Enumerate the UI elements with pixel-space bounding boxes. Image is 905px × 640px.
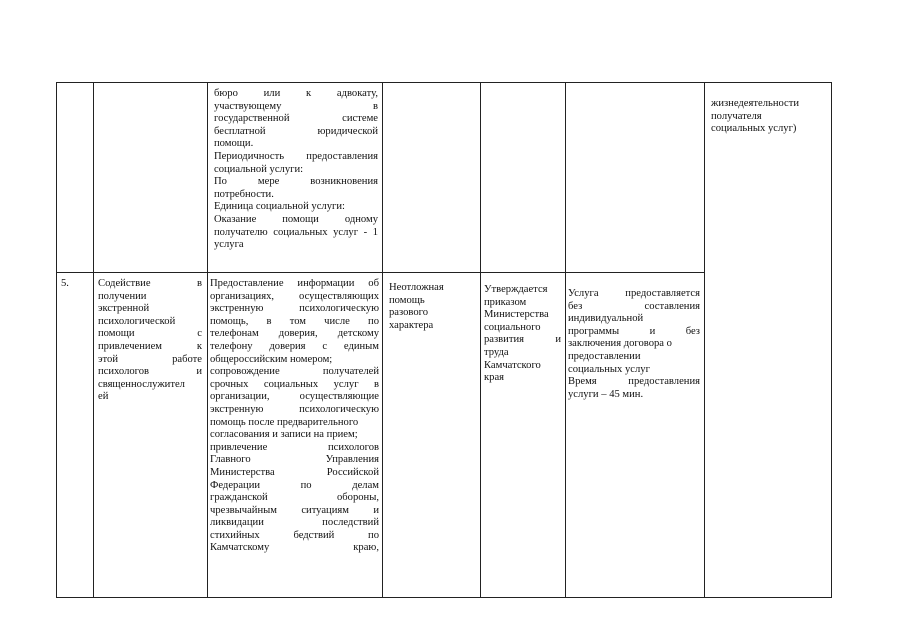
text-line: Министерства: [484, 309, 549, 321]
text-line: жизнедеятельности: [711, 98, 800, 109]
text-line: края: [484, 372, 505, 384]
text-line: психологов и: [98, 366, 202, 378]
text-line: Камчатскому краю,: [210, 542, 379, 554]
text-line: характера: [389, 319, 434, 331]
col-line-2: [207, 82, 208, 598]
text-line: телефону доверия с единым: [210, 340, 379, 352]
text-line: индивидуальной: [568, 313, 644, 325]
text-line: привлечением к: [98, 340, 202, 352]
text-line: гражданской обороны,: [210, 492, 379, 504]
text-line: ей: [98, 391, 109, 403]
text-line: экстренной: [98, 303, 150, 315]
text-line: По мере возникновения: [214, 176, 378, 188]
text-line: согласования и записи на прием;: [210, 429, 358, 441]
text-line: привлечение психологов: [210, 441, 379, 453]
text-line: без составления: [568, 300, 700, 312]
text-line: разового: [389, 307, 429, 319]
col-line-3: [382, 82, 383, 598]
text-line: помощь: [389, 294, 425, 306]
col-line-5: [565, 82, 566, 598]
service-type: [389, 282, 477, 332]
text-line: Утверждается: [484, 284, 548, 295]
text-line: социальных услуг: [568, 363, 650, 375]
text-line: Услуга предоставляется: [568, 288, 700, 299]
service-description: [210, 278, 379, 555]
text-line: священнослужител: [98, 378, 185, 390]
text-line: развития и: [484, 334, 561, 346]
text-line: этой работе: [98, 353, 202, 365]
top-row-notes: [711, 98, 827, 136]
text-line: бюро или к адвокату,: [214, 88, 378, 99]
col-line-7: [831, 82, 832, 598]
text-line: помощь после предварительного: [210, 416, 359, 428]
text-line: организации, осуществляющие: [210, 391, 379, 403]
text-line: услуги – 45 мин.: [568, 388, 644, 400]
text-line: чрезвычайным ситуациям и: [210, 504, 379, 516]
text-line: труда: [484, 346, 509, 358]
col-line-4: [480, 82, 481, 598]
text-line: получателю социальных услуг - 1: [214, 226, 378, 238]
service-conditions: [568, 288, 700, 401]
row-number: 5.: [61, 278, 69, 289]
text-line: стихийных бедствий по: [210, 529, 379, 541]
text-line: социальной услуги:: [214, 163, 304, 175]
top-row-description: [214, 88, 378, 252]
text-line: приказом: [484, 296, 527, 308]
text-line: программы и без: [568, 325, 700, 337]
text-line: потребности.: [214, 188, 274, 200]
text-line: сопровождение получателей: [210, 366, 379, 378]
text-line: Федерации по делам: [210, 479, 379, 491]
text-line: Неотложная: [389, 282, 444, 293]
text-line: ликвидации последствий: [210, 517, 379, 529]
text-line: услуга: [214, 239, 244, 251]
text-line: Министерства Российской: [210, 466, 379, 478]
text-line: заключения договора о: [568, 338, 672, 350]
text-line: Камчатского: [484, 359, 541, 371]
text-line: Предоставление информации об: [210, 278, 379, 289]
services-table: [56, 82, 832, 598]
text-line: социального: [484, 321, 541, 333]
text-line: помощь, в том числе по: [210, 315, 379, 327]
text-line: бесплатной юридической: [214, 125, 378, 137]
text-line: срочных социальных услуг в: [210, 378, 379, 390]
col-line-0: [56, 82, 57, 598]
text-line: Время предоставления: [568, 376, 700, 388]
text-line: предоставлении: [568, 350, 641, 362]
text-line: помощи.: [214, 138, 254, 150]
text-line: организациях, осуществляющих: [210, 290, 379, 302]
table-bottom-border: [56, 597, 832, 598]
text-line: Единица социальной услуги:: [214, 201, 345, 213]
text-line: общероссийским номером;: [210, 353, 333, 365]
row-divider: [56, 272, 705, 273]
text-line: получателя: [711, 110, 762, 122]
text-line: участвующему в: [214, 100, 378, 112]
service-approval: [484, 284, 561, 385]
col-line-1: [93, 82, 94, 598]
text-line: экстренную психологическую: [210, 303, 379, 315]
text-line: Периодичность предоставления: [214, 150, 378, 162]
text-line: Оказание помощи одному: [214, 213, 378, 225]
text-line: государственной системе: [214, 113, 378, 125]
table-top-border: [56, 82, 832, 83]
text-line: Содействие в: [98, 278, 202, 289]
service-name: [98, 278, 202, 404]
text-line: получении: [98, 290, 147, 302]
text-line: помощи с: [98, 328, 202, 340]
text-line: психологической: [98, 315, 176, 327]
col-line-6: [704, 82, 705, 598]
text-line: телефонам доверия, детскому: [210, 328, 379, 340]
text-line: Главного Управления: [210, 454, 379, 466]
text-line: экстренную психологическую: [210, 403, 379, 415]
text-line: социальных услуг): [711, 123, 797, 135]
